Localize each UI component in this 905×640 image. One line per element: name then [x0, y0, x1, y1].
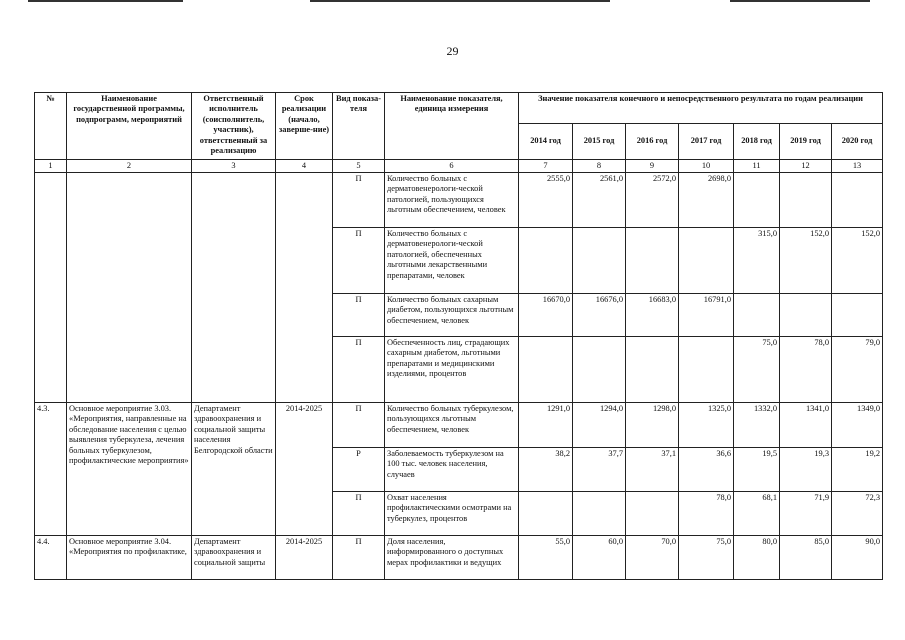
value-cell: 16683,0 [626, 294, 679, 337]
page-number: 29 [446, 44, 459, 58]
value-cell: 1349,0 [832, 403, 883, 448]
top-rule-mid [310, 0, 610, 2]
value-cell [734, 294, 780, 337]
top-rule-left [28, 0, 183, 2]
value-cell: 19,2 [832, 448, 883, 492]
header-year: 2019 год [780, 124, 832, 160]
value-cell: 2572,0 [626, 173, 679, 228]
value-cell [780, 294, 832, 337]
value-cell: 16676,0 [573, 294, 626, 337]
indicator-kind: П [333, 536, 385, 580]
column-number: 9 [626, 160, 679, 173]
value-cell [626, 492, 679, 536]
value-cell: 152,0 [832, 228, 883, 294]
value-cell: 2555,0 [519, 173, 573, 228]
header-year: 2020 год [832, 124, 883, 160]
table-row [35, 403, 883, 448]
table-row [35, 173, 883, 228]
value-cell: 85,0 [780, 536, 832, 580]
indicators-table [34, 92, 883, 580]
indicator-kind: П [333, 492, 385, 536]
value-cell: 71,9 [780, 492, 832, 536]
value-cell [679, 228, 734, 294]
indicator-kind: П [333, 228, 385, 294]
value-cell: 1332,0 [734, 403, 780, 448]
value-cell: 16791,0 [679, 294, 734, 337]
value-cell: 38,2 [519, 448, 573, 492]
value-cell: 78,0 [780, 337, 832, 403]
column-number: 11 [734, 160, 780, 173]
value-cell: 37,1 [626, 448, 679, 492]
value-cell: 1294,0 [573, 403, 626, 448]
header-kind: Вид показа-теля [333, 93, 385, 160]
value-cell: 1298,0 [626, 403, 679, 448]
indicator-name: Доля населения, информированного о доступных мерах профилактики и ведущих [385, 536, 519, 580]
value-cell: 79,0 [832, 337, 883, 403]
value-cell: 36,6 [679, 448, 734, 492]
continuation-term-cell [276, 173, 333, 403]
column-number: 3 [192, 160, 276, 173]
value-cell [573, 337, 626, 403]
header-year: 2018 год [734, 124, 780, 160]
value-cell: 78,0 [679, 492, 734, 536]
column-number-row [35, 160, 883, 173]
column-number: 1 [35, 160, 67, 173]
value-cell: 19,3 [780, 448, 832, 492]
column-number: 13 [832, 160, 883, 173]
value-cell: 80,0 [734, 536, 780, 580]
indicator-name: Охват населения профилактическими осмотрами на туберкулез, процентов [385, 492, 519, 536]
value-cell: 2698,0 [679, 173, 734, 228]
value-cell: 19,5 [734, 448, 780, 492]
value-cell: 315,0 [734, 228, 780, 294]
group-responsible: Департамент здравоохранения и социальной защиты [192, 536, 276, 580]
group-number: 4.4. [35, 536, 67, 580]
value-cell: 37,7 [573, 448, 626, 492]
group-term: 2014-2025 [276, 403, 333, 536]
group-name: Основное мероприятие 3.03. «Мероприятия, направленные на обследование населения с целью выявления туберкулеза, лечения больных туберкулезом, профилактические мероприятия» [67, 403, 192, 536]
value-cell: 75,0 [734, 337, 780, 403]
indicator-kind: П [333, 403, 385, 448]
value-cell: 75,0 [679, 536, 734, 580]
header-year: 2014 год [519, 124, 573, 160]
indicator-name: Количество больных с дерматовенерологи-ческой патологией, обеспеченных льготными лекарственными препаратами, человек [385, 228, 519, 294]
column-number: 4 [276, 160, 333, 173]
value-cell: 1325,0 [679, 403, 734, 448]
value-cell: 2561,0 [573, 173, 626, 228]
continuation-resp-cell [192, 173, 276, 403]
value-cell [626, 228, 679, 294]
value-cell: 60,0 [573, 536, 626, 580]
indicator-name: Количество больных с дерматовенерологи-ческой патологией, пользующихся льготным обеспечением, человек [385, 173, 519, 228]
value-cell: 68,1 [734, 492, 780, 536]
indicator-kind: Р [333, 448, 385, 492]
indicator-kind: П [333, 173, 385, 228]
group-term: 2014-2025 [276, 536, 333, 580]
value-cell: 1341,0 [780, 403, 832, 448]
value-cell [734, 173, 780, 228]
value-cell [832, 294, 883, 337]
header-responsible: Ответственный исполнитель (соисполнитель, участник), ответственный за реализацию [192, 93, 276, 160]
header-indicator: Наименование показателя, единица измерения [385, 93, 519, 160]
header-values: Значение показателя конечного и непосредственного результата по годам реализации [519, 93, 883, 124]
header-row-1 [35, 93, 883, 124]
value-cell: 55,0 [519, 536, 573, 580]
table-row [35, 536, 883, 580]
value-cell [832, 173, 883, 228]
indicator-name: Обеспеченность лиц, страдающих сахарным диабетом, льготными препаратами и медицинскими изделиями, процентов [385, 337, 519, 403]
column-number: 2 [67, 160, 192, 173]
column-number: 12 [780, 160, 832, 173]
value-cell: 70,0 [626, 536, 679, 580]
value-cell [573, 228, 626, 294]
indicator-kind: П [333, 337, 385, 403]
column-number: 6 [385, 160, 519, 173]
indicator-name: Заболеваемость туберкулезом на 100 тыс. человек населения, случаев [385, 448, 519, 492]
continuation-no-cell [35, 173, 67, 403]
continuation-name-cell [67, 173, 192, 403]
value-cell [573, 492, 626, 536]
value-cell [780, 173, 832, 228]
header-year: 2016 год [626, 124, 679, 160]
column-number: 7 [519, 160, 573, 173]
value-cell [519, 228, 573, 294]
group-responsible: Департамент здравоохранения и социальной защиты населения Белгородской области [192, 403, 276, 536]
indicator-name: Количество больных туберкулезом, пользующихся льготным обеспечением, человек [385, 403, 519, 448]
value-cell: 152,0 [780, 228, 832, 294]
value-cell [519, 337, 573, 403]
top-rule-right [730, 0, 870, 2]
indicator-kind: П [333, 294, 385, 337]
group-name: Основное мероприятие 3.04. «Мероприятия по профилактике, [67, 536, 192, 580]
column-number: 8 [573, 160, 626, 173]
value-cell [679, 337, 734, 403]
group-number: 4.3. [35, 403, 67, 536]
value-cell: 16670,0 [519, 294, 573, 337]
header-no: № [35, 93, 67, 160]
indicator-name: Количество больных сахарным диабетом, пользующихся льготным обеспечением, человек [385, 294, 519, 337]
column-number: 10 [679, 160, 734, 173]
value-cell: 90,0 [832, 536, 883, 580]
value-cell [519, 492, 573, 536]
header-year: 2015 год [573, 124, 626, 160]
header-name: Наименование государственной программы, подпрограмм, мероприятий [67, 93, 192, 160]
value-cell: 72,3 [832, 492, 883, 536]
column-number: 5 [333, 160, 385, 173]
header-term: Срок реализации (начало, заверше-ние) [276, 93, 333, 160]
header-year: 2017 год [679, 124, 734, 160]
value-cell: 1291,0 [519, 403, 573, 448]
value-cell [626, 337, 679, 403]
